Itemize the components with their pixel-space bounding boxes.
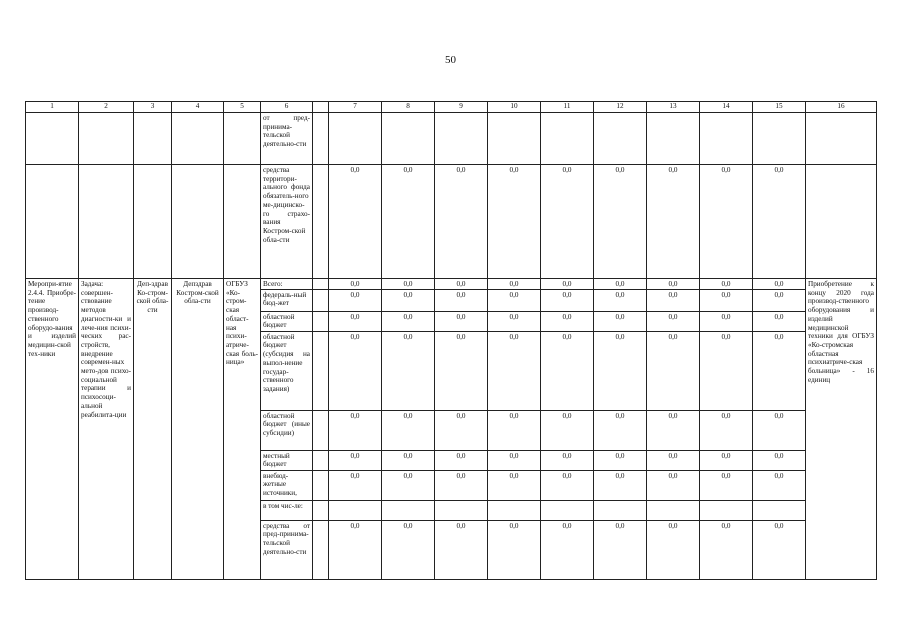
blank-cell	[313, 520, 329, 579]
value-cell	[488, 500, 541, 520]
value-cell: 0,0	[382, 165, 435, 279]
value-cell: 0,0	[541, 470, 594, 500]
value-cell: 0,0	[594, 311, 647, 331]
measure-name: Меропри-ятие 2.4.4. Приобре-тение производ-ственного оборудо-вания и изделий медицин-ской тех-ники	[26, 279, 79, 580]
value-cell: 0,0	[541, 520, 594, 579]
col-header: 16	[806, 102, 877, 113]
value-cell: 0,0	[594, 410, 647, 450]
funding-source: федераль-ный бюд-жет	[261, 289, 313, 311]
value-cell: 0,0	[488, 470, 541, 500]
value-cell: 0,0	[382, 289, 435, 311]
funding-source: областной бюджет (иные субсидии)	[261, 410, 313, 450]
value-cell	[541, 113, 594, 165]
value-cell: 0,0	[488, 450, 541, 470]
col-header: 2	[79, 102, 134, 113]
value-cell: 0,0	[594, 289, 647, 311]
empty-cell	[134, 165, 172, 279]
value-cell: 0,0	[541, 289, 594, 311]
value-cell	[594, 500, 647, 520]
value-cell: 0,0	[647, 289, 700, 311]
blank-cell	[313, 450, 329, 470]
value-cell: 0,0	[541, 165, 594, 279]
value-cell: 0,0	[700, 470, 753, 500]
value-cell: 0,0	[647, 331, 700, 410]
value-cell: 0,0	[382, 331, 435, 410]
empty-cell	[172, 165, 224, 279]
col-header: 9	[435, 102, 488, 113]
value-cell: 0,0	[329, 279, 382, 290]
value-cell: 0,0	[435, 410, 488, 450]
result-cell: Приобретение к концу 2020 года производ-ственного оборудования и изделий медицинской техники для ОГБУЗ «Ко-стромская областная психиатриче-ская больница» - 16 единиц	[806, 279, 877, 580]
executor-cell: Депздрав Костром-ской обла-сти	[172, 279, 224, 580]
value-cell	[541, 500, 594, 520]
col-header: 10	[488, 102, 541, 113]
value-cell	[700, 113, 753, 165]
col-header: 8	[382, 102, 435, 113]
blank-cell	[313, 500, 329, 520]
value-cell: 0,0	[382, 470, 435, 500]
task-text: Задача: совершен-ствование методов диагности-ки и лече-ния психи-ческих рас-стройств, внедрение современ-ных мето-дов психо-социальной терапии и психосоци-альной реабилита-ции	[79, 279, 134, 580]
blank-cell	[313, 289, 329, 311]
value-cell	[329, 500, 382, 520]
value-cell: 0,0	[541, 311, 594, 331]
value-cell: 0,0	[488, 410, 541, 450]
value-cell: 0,0	[329, 289, 382, 311]
value-cell: 0,0	[753, 331, 806, 410]
blank-cell	[313, 165, 329, 279]
value-cell: 0,0	[541, 331, 594, 410]
funding-source: средства территори-ального фонда обязатель-ного ме-дицинско-го страхо-вания Костром-ской обла-сти	[261, 165, 313, 279]
col-header: 15	[753, 102, 806, 113]
measure-row	[26, 279, 877, 290]
value-cell	[594, 113, 647, 165]
empty-cell	[134, 113, 172, 165]
funding-source: областной бюджет (субсидия на выпол-нение государ-ственного задания)	[261, 331, 313, 410]
blank-cell	[313, 470, 329, 500]
value-cell	[435, 500, 488, 520]
value-cell: 0,0	[647, 450, 700, 470]
value-cell: 0,0	[329, 311, 382, 331]
value-cell: 0,0	[647, 470, 700, 500]
col-header: 3	[134, 102, 172, 113]
value-cell: 0,0	[541, 279, 594, 290]
value-cell: 0,0	[647, 165, 700, 279]
value-cell: 0,0	[329, 470, 382, 500]
col-header: 14	[700, 102, 753, 113]
value-cell: 0,0	[435, 289, 488, 311]
value-cell: 0,0	[382, 311, 435, 331]
value-cell: 0,0	[488, 311, 541, 331]
value-cell: 0,0	[435, 165, 488, 279]
value-cell: 0,0	[700, 520, 753, 579]
value-cell: 0,0	[435, 450, 488, 470]
col-header: 7	[329, 102, 382, 113]
value-cell: 0,0	[594, 279, 647, 290]
funding-source: местный бюджет	[261, 450, 313, 470]
value-cell: 0,0	[647, 410, 700, 450]
value-cell: 0,0	[753, 279, 806, 290]
col-header: 5	[224, 102, 261, 113]
value-cell	[647, 500, 700, 520]
value-cell: 0,0	[329, 410, 382, 450]
empty-cell	[26, 165, 79, 279]
col-header	[313, 102, 329, 113]
value-cell	[753, 113, 806, 165]
value-cell: 0,0	[700, 165, 753, 279]
value-cell: 0,0	[382, 450, 435, 470]
value-cell: 0,0	[647, 279, 700, 290]
value-cell: 0,0	[435, 311, 488, 331]
funding-source: внебюд-жетные источники,	[261, 470, 313, 500]
value-cell	[488, 113, 541, 165]
col-header: 12	[594, 102, 647, 113]
col-header: 11	[541, 102, 594, 113]
blank-cell	[313, 410, 329, 450]
value-cell: 0,0	[382, 279, 435, 290]
value-cell: 0,0	[594, 331, 647, 410]
value-cell	[647, 113, 700, 165]
value-cell: 0,0	[435, 470, 488, 500]
empty-cell	[224, 113, 261, 165]
continuation-row	[26, 113, 877, 165]
value-cell: 0,0	[488, 279, 541, 290]
value-cell: 0,0	[753, 311, 806, 331]
value-cell: 0,0	[541, 450, 594, 470]
value-cell: 0,0	[329, 165, 382, 279]
value-cell: 0,0	[541, 410, 594, 450]
empty-cell	[224, 165, 261, 279]
col-header: 4	[172, 102, 224, 113]
value-cell: 0,0	[753, 165, 806, 279]
value-cell: 0,0	[488, 331, 541, 410]
continuation-row	[26, 165, 877, 279]
empty-cell	[26, 113, 79, 165]
value-cell: 0,0	[700, 410, 753, 450]
value-cell	[382, 500, 435, 520]
value-cell: 0,0	[594, 450, 647, 470]
page-number: 50	[445, 54, 456, 66]
blank-cell	[313, 311, 329, 331]
value-cell: 0,0	[594, 520, 647, 579]
blank-cell	[313, 113, 329, 165]
funding-source: областной бюджет	[261, 311, 313, 331]
funding-source: Всего:	[261, 279, 313, 290]
funding-source: средства от пред-принима-тельской деятельно-сти	[261, 520, 313, 579]
value-cell: 0,0	[435, 279, 488, 290]
value-cell: 0,0	[700, 311, 753, 331]
value-cell	[382, 113, 435, 165]
value-cell: 0,0	[753, 450, 806, 470]
value-cell: 0,0	[647, 520, 700, 579]
value-cell: 0,0	[700, 279, 753, 290]
blank-cell	[313, 331, 329, 410]
value-cell	[753, 500, 806, 520]
value-cell: 0,0	[753, 410, 806, 450]
value-cell: 0,0	[700, 450, 753, 470]
value-cell: 0,0	[488, 165, 541, 279]
value-cell: 0,0	[753, 470, 806, 500]
col-header: 6	[261, 102, 313, 113]
value-cell: 0,0	[435, 520, 488, 579]
empty-cell	[79, 165, 134, 279]
value-cell: 0,0	[488, 520, 541, 579]
value-cell: 0,0	[700, 331, 753, 410]
customer-cell: Деп-здрав Ко-стром-ской обла-сти	[134, 279, 172, 580]
participant-cell: ОГБУЗ «Ко-стром-ская област-ная психи-атриче-ская боль-ница»	[224, 279, 261, 580]
value-cell: 0,0	[647, 311, 700, 331]
blank-cell	[313, 279, 329, 290]
value-cell	[329, 113, 382, 165]
col-header: 1	[26, 102, 79, 113]
value-cell: 0,0	[488, 289, 541, 311]
value-cell: 0,0	[753, 289, 806, 311]
value-cell: 0,0	[594, 470, 647, 500]
value-cell: 0,0	[329, 450, 382, 470]
column-numbers-row	[26, 102, 877, 113]
empty-cell	[79, 113, 134, 165]
value-cell	[700, 500, 753, 520]
value-cell: 0,0	[329, 331, 382, 410]
empty-cell	[806, 113, 877, 165]
value-cell: 0,0	[435, 331, 488, 410]
value-cell: 0,0	[753, 520, 806, 579]
value-cell: 0,0	[329, 520, 382, 579]
value-cell	[435, 113, 488, 165]
value-cell: 0,0	[700, 289, 753, 311]
empty-cell	[172, 113, 224, 165]
value-cell: 0,0	[382, 520, 435, 579]
funding-table	[25, 101, 877, 580]
value-cell: 0,0	[382, 410, 435, 450]
col-header: 13	[647, 102, 700, 113]
empty-cell	[806, 165, 877, 279]
funding-source: в том чис-ле:	[261, 500, 313, 520]
value-cell: 0,0	[594, 165, 647, 279]
funding-source: от пред-принима-тельской деятельно-сти	[261, 113, 313, 165]
